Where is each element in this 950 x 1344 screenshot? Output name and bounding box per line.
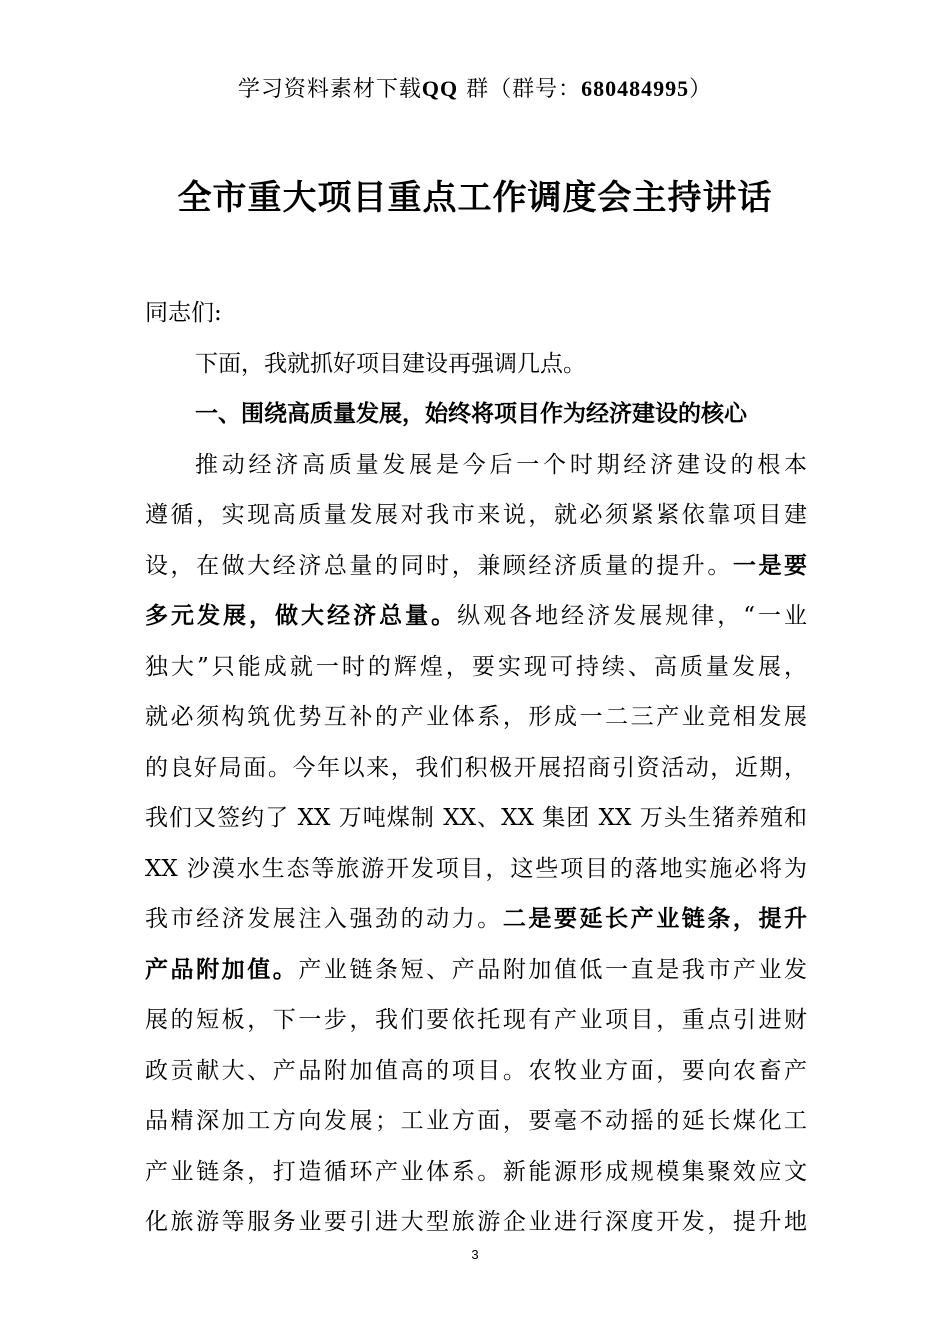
header-group: 群（群号： xyxy=(458,77,582,102)
header-prefix: 学习资料素材下载 xyxy=(237,77,422,102)
body-line: 政贡献大、产品附加值高的项目。农牧业方面，要向农畜产 xyxy=(145,1057,807,1084)
bold-point-two-cont: 产品附加值。 xyxy=(145,955,299,983)
body-line: 产品附加值。产业链条短、产品附加值低一直是我市产业发 xyxy=(145,955,808,983)
intro-paragraph: 下面，我就抓好项目建设再强调几点。 xyxy=(195,350,586,377)
salutation: 同志们: xyxy=(145,300,222,326)
page-header xyxy=(0,72,950,103)
body-line: 的良好局面。今年以来，我们积极开展招商引资活动，近期， xyxy=(145,754,807,781)
header-number: 680484995 xyxy=(581,76,690,101)
bold-point-two: 二是要延长产业链条，提升 xyxy=(502,905,808,932)
body-line: 设，在做大经济总量的同时，兼顾经济质量的提升。一是要 xyxy=(145,551,808,579)
header-qq: QQ xyxy=(421,76,459,101)
body-line: XX 沙漠水生态等旅游开发项目，这些项目的落地实施必将为 xyxy=(145,855,807,882)
body-line: 产业链条，打造循环产业体系。新能源形成规模集聚效应文 xyxy=(145,1158,807,1185)
body-line: 多元发展，做大经济总量。纵观各地经济发展规律，“一业 xyxy=(145,602,808,629)
header-suffix: ） xyxy=(689,77,713,102)
document-body xyxy=(145,288,807,1248)
body-line: 就必须构筑优势互补的产业体系，形成一二三产业竞相发展 xyxy=(145,704,807,730)
body-line: 我市经济发展注入强劲的动力。二是要延长产业链条，提升 xyxy=(145,905,808,932)
body-line: 品精深加工方向发展；工业方面，要毫不动摇的延长煤化工 xyxy=(145,1108,807,1134)
body-line: 化旅游等服务业要引进大型旅游企业进行深度开发，提升地 xyxy=(145,1209,807,1235)
bold-point-one-cont: 多元发展，做大经济总量。 xyxy=(145,602,458,629)
body-line: 展的短板，下一步，我们要依托现有产业项目，重点引进财 xyxy=(145,1007,807,1033)
document-title: 全市重大项目重点工作调度会主持讲话 xyxy=(177,178,773,218)
section-heading: 一、围绕高质量发展，始终将项目作为经济建设的核心 xyxy=(195,401,747,427)
bold-point-one: 一是要 xyxy=(732,551,808,579)
body-line: 独大”只能成就一时的辉煌，要实现可持续、高质量发展， xyxy=(145,653,807,680)
body-line: 我们又签约了 XX 万吨煤制 XX、XX 集团 XX 万头生猪养殖和 xyxy=(145,805,807,831)
page-number: 3 xyxy=(471,1247,479,1262)
body-line: 遵循，实现高质量发展对我市来说，就必须紧紧依靠项目建 xyxy=(145,502,807,528)
body-line: 推动经济高质量发展是今后一个时期经济建设的根本 xyxy=(195,451,807,478)
